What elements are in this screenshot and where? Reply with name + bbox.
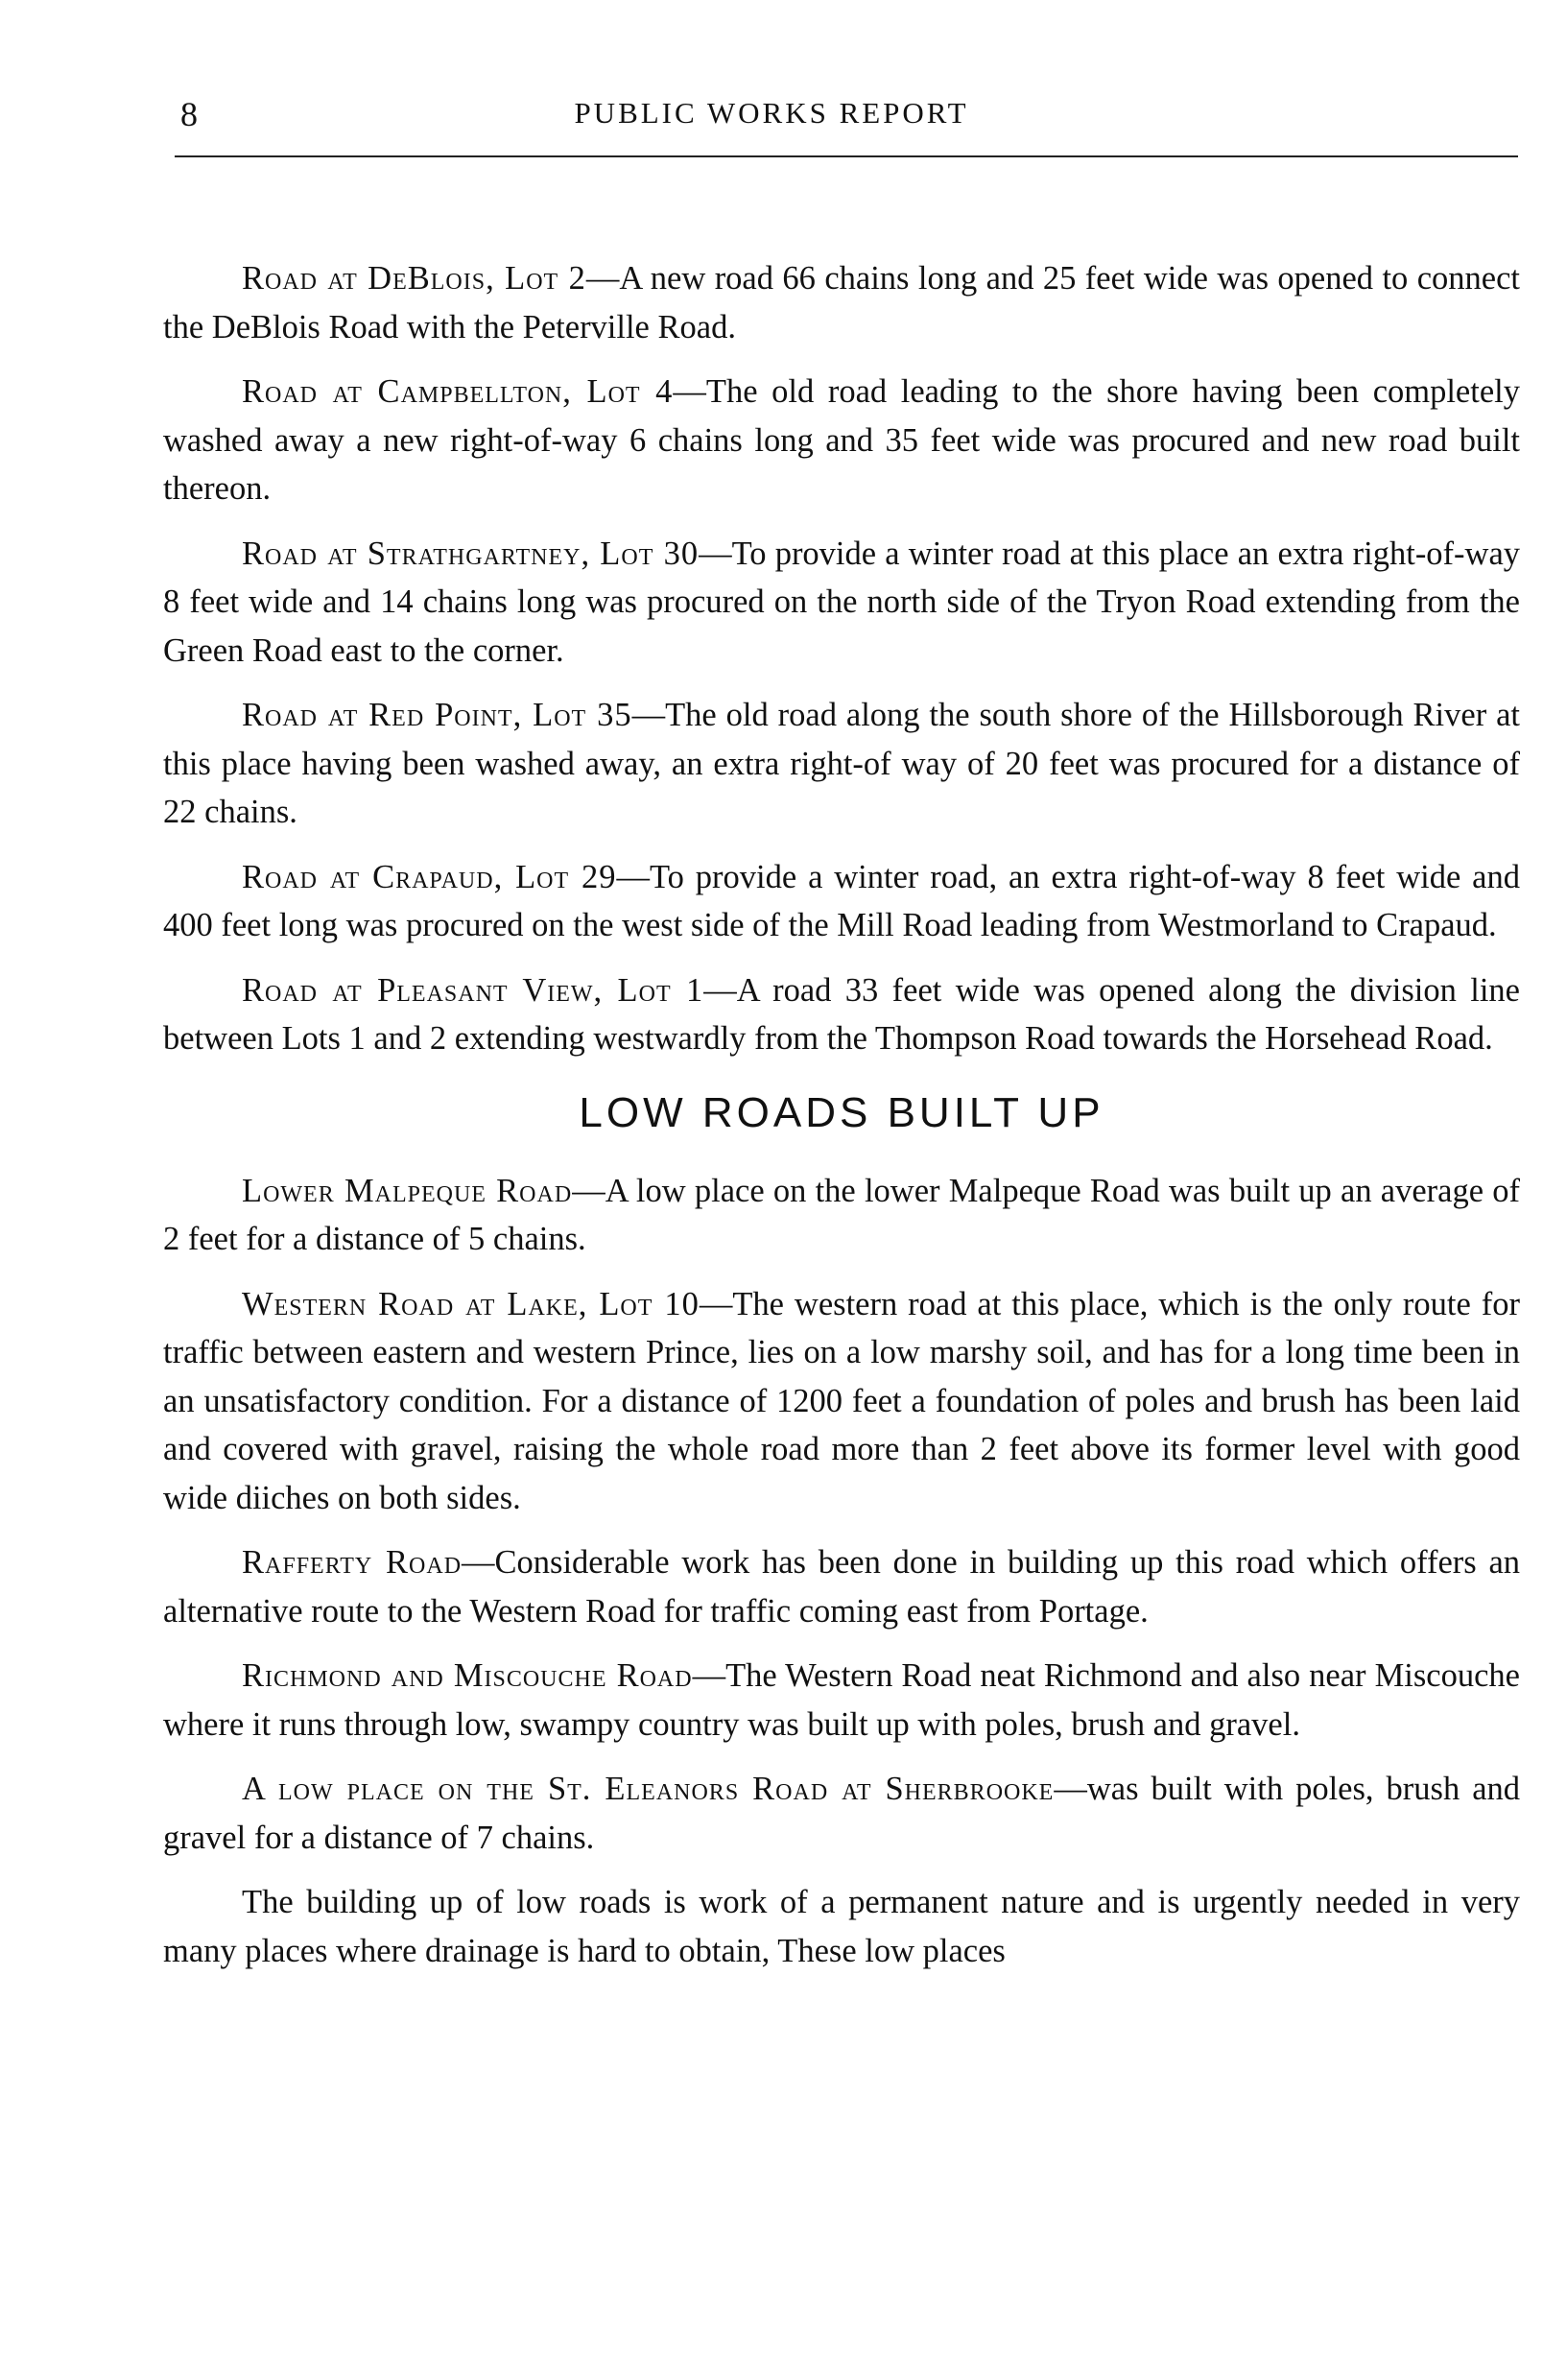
entry-text: —The Western Road neat Richmond and also near Miscouche where it runs through low, swampy country was built up with poles, brush and gravel. [163,1657,1520,1743]
entry-road-at-red-point [163,691,1520,837]
entry-text: —To provide a winter road, an extra right-of-way 8 feet wide and 400 feet long was procured on the west side of the Mill Road leading from Westmorland to Crapaud. [163,858,1520,943]
closing-paragraph: The building up of low roads is work of a permanent nature and is urgently needed in very many places where drainage is hard to obtain, These low places [163,1884,1520,1969]
entry-lead: Road at Campbellton, Lot 4 [242,373,674,410]
entry-lead: Road at Crapaud, Lot 29 [242,858,617,895]
entry-lead: Rafferty Road [242,1544,463,1581]
entry-text: —was built with poles, brush and gravel for a distance of 7 chains. [163,1771,1521,1856]
entry-lead: Road at Pleasant View, Lot 1 [242,971,704,1009]
entry-road-at-pleasant-view [163,966,1520,1063]
entry-text: —A low place on the lower Malpeque Road was built up an average of 2 feet for a distance of 5 chains. [163,1172,1521,1257]
running-title: PUBLIC WORKS REPORT [574,96,969,130]
entry-text: —A road 33 feet wide was opened along the division line between Lots 1 and 2 extending westwardly from the Thompson Road towards the Horsehead Road. [163,971,1520,1057]
entry-lead: Western Road at Lake, Lot 10 [242,1285,700,1322]
section-heading: LOW ROADS BUILT UP [579,1088,1104,1136]
entry-lead: Road at Red Point, Lot 35 [242,697,632,733]
entry-lead: Lower Malpeque Road [242,1172,573,1209]
entry-road-at-strathgartney [163,530,1520,676]
entry-st-eleanors-road [163,1765,1520,1862]
entry-text: —The old road along the south shore of the Hillsborough River at this place having been washed away, an extra right-of way of 20 feet was procured for a distance of 22 chains. [163,697,1520,830]
entry-text: —The old road leading to the shore having been completely washed away a new right-of-way 6 chains long and 35 feet wide was procured and new road built thereon. [163,373,1520,507]
entry-road-at-deblois [163,254,1520,351]
entry-lead: Road at DeBlois, Lot 2 [242,260,586,297]
entry-rafferty-road [163,1538,1520,1635]
entry-lead: Road at Strathgartney, Lot 30 [242,535,700,572]
entry-richmond-and-miscouche-road [163,1652,1520,1749]
page-number: 8 [180,95,198,133]
entry-lead: Richmond and Miscouche Road [242,1657,693,1694]
entry-text: —To provide a winter road at this place an extra right-of-way 8 feet wide and 14 chains long was procured on the north side of the Tryon Road extending from the Green Road east to the corner. [163,535,1521,669]
entry-road-at-campbellton [163,368,1520,513]
entry-text: —A new road 66 chains long and 25 feet wide was opened to connect the DeBlois Road with the Peterville Road. [163,260,1521,345]
entry-road-at-crapaud [163,853,1520,950]
entry-text: —Considerable work has been done in building up this road which offers an alternative route to the Western Road for traffic coming east from Portage. [163,1544,1521,1630]
entry-lower-malpeque-road [163,1167,1520,1264]
entry-lead: A low place on the St. Eleanors Road at Sherbrooke [242,1771,1055,1807]
entry-text: —The western road at this place, which is the only route for traffic between eastern and western Prince, lies on a low marshy soil, and has for a long time been in an unsatisfactory condition. For a distance of 1200 feet a foundation of poles and brush has been laid and covered with gravel, raising the whole road more than 2 feet above its former level with good wide diiches on both sides. [163,1285,1520,1516]
entry-western-road-at-lake [163,1280,1520,1523]
page-body [163,254,1520,1991]
running-header [0,0,1543,173]
header-divider [175,155,1518,157]
